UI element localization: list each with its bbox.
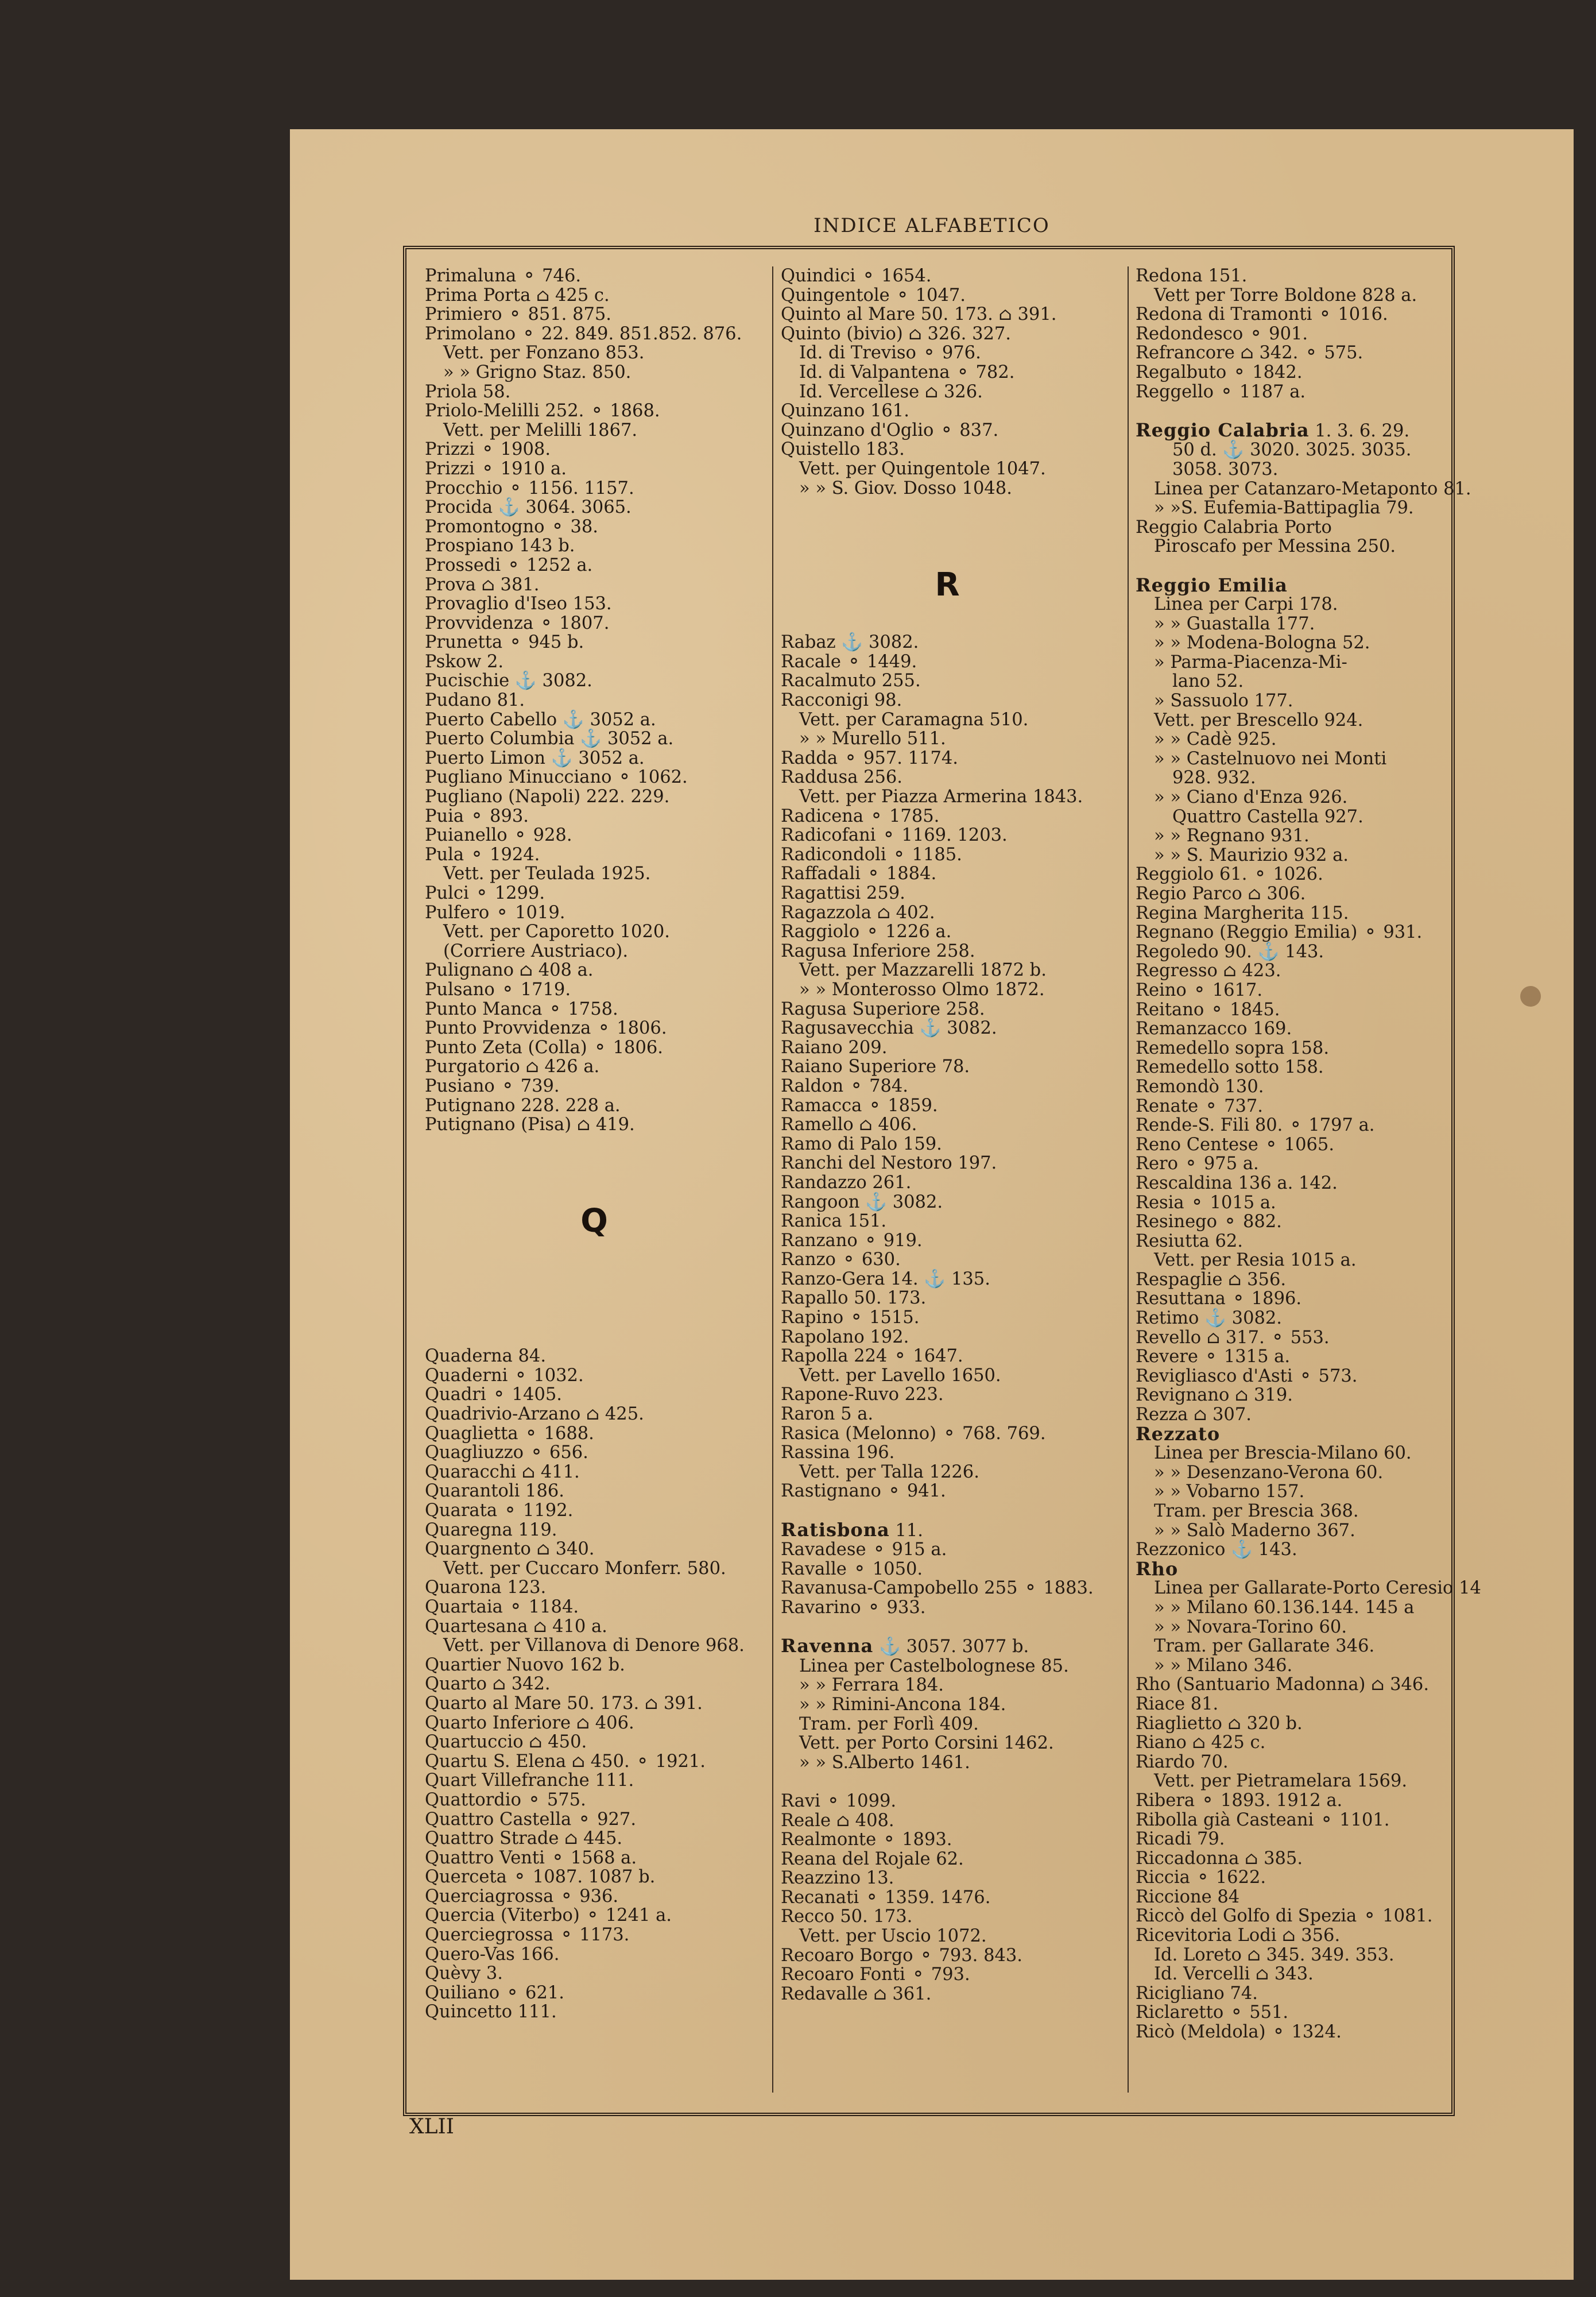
- index-entry: » Sassuolo 177.: [1154, 691, 1293, 711]
- index-entry: Vett. per Porto Corsini 1462.: [799, 1733, 1054, 1754]
- index-entry: Quadri ⚬ 1405.: [425, 1385, 562, 1405]
- index-entry: Randazzo 261.: [781, 1172, 912, 1193]
- index-entry: Tram. per Forlì 409.: [799, 1714, 979, 1734]
- index-entry: Raggiolo ⚬ 1226 a.: [781, 922, 952, 942]
- index-entry: Riccò del Golfo di Spezia ⚬ 1081.: [1136, 1906, 1433, 1927]
- index-entry: Riccadonna ⌂ 385.: [1136, 1848, 1303, 1869]
- index-entry: Puerto Columbia ⚓ 3052 a.: [425, 729, 674, 749]
- index-entry: Raffadali ⚬ 1884.: [781, 864, 937, 884]
- index-entry: Regio Parco ⌂ 306.: [1136, 884, 1306, 904]
- index-entry: Pula ⚬ 1924.: [425, 844, 540, 865]
- index-entry: Quinzano 161.: [781, 401, 909, 421]
- index-entry: Remanzacco 169.: [1136, 1019, 1292, 1039]
- index-entry: Ricevitoria Lodi ⌂ 356.: [1136, 1925, 1341, 1946]
- index-entry: Prossedi ⚬ 1252 a.: [425, 555, 593, 575]
- index-entry: Ravi ⚬ 1099.: [781, 1791, 897, 1811]
- index-entry: » » Desenzano-Verona 60.: [1154, 1462, 1384, 1483]
- index-entry: » » Castelnuovo nei Monti: [1154, 748, 1387, 769]
- index-entry: Realmonte ⚬ 1893.: [781, 1830, 952, 1850]
- index-entry: Remedello sotto 158.: [1136, 1057, 1324, 1078]
- index-entry: Renate ⚬ 737.: [1136, 1096, 1264, 1116]
- index-entry: » » Milano 346.: [1154, 1655, 1293, 1676]
- index-entry: Riace 81.: [1136, 1693, 1219, 1714]
- index-entry: Redona di Tramonti ⚬ 1016.: [1136, 304, 1388, 325]
- index-entry: Prova ⌂ 381.: [425, 574, 540, 595]
- index-entry: Revello ⌂ 317. ⚬ 553.: [1136, 1327, 1330, 1348]
- index-entry: Radicondoli ⚬ 1185.: [781, 844, 962, 865]
- index-entry: Quattro Strade ⌂ 445.: [425, 1828, 623, 1849]
- index-entry: Recoaro Fonti ⚬ 793.: [781, 1965, 970, 1985]
- index-entry: Reana del Rojale 62.: [781, 1849, 964, 1869]
- index-entry: Rapone-Ruvo 223.: [781, 1385, 944, 1405]
- index-entry: Retimo ⚓ 3082.: [1136, 1308, 1282, 1329]
- index-entry: » » S. Giov. Dosso 1048.: [799, 478, 1012, 498]
- index-entry: Resinego ⚬ 882.: [1136, 1212, 1282, 1232]
- index-entry: » »S. Eufemia-Battipaglia 79.: [1154, 498, 1414, 519]
- index-entry: Puerto Limon ⚓ 3052 a.: [425, 748, 645, 768]
- index-entry: Riardo 70.: [1136, 1751, 1229, 1772]
- index-entry: » Parma-Piacenza-Mi-: [1154, 652, 1347, 672]
- index-entry: Raldon ⚬ 784.: [781, 1076, 908, 1096]
- index-entry: Purgatorio ⌂ 426 a.: [425, 1057, 600, 1077]
- index-entry-rezzato: Rezzato: [1136, 1422, 1221, 1445]
- index-entry: Pulignano ⌂ 408 a.: [425, 960, 594, 981]
- index-entry-reggio-emilia: Reggio Emilia: [1136, 574, 1288, 596]
- index-entry: Quarantoli 186.: [425, 1481, 564, 1502]
- index-entry: Linea per Gallarate-Porto Ceresio 14: [1154, 1578, 1481, 1599]
- index-entry: Pulsano ⚬ 1719.: [425, 979, 571, 1000]
- index-entry: Radicena ⚬ 1785.: [781, 806, 940, 826]
- index-entry: Vett. per Teulada 1925.: [443, 864, 651, 884]
- index-entry: Pulci ⚬ 1299.: [425, 883, 545, 903]
- index-entry: Quaglietta ⚬ 1688.: [425, 1423, 594, 1444]
- index-entry: Ricò (Meldola) ⚬ 1324.: [1136, 2022, 1342, 2043]
- index-entry: Puia ⚬ 893.: [425, 806, 529, 826]
- index-entry: Reale ⌂ 408.: [781, 1810, 894, 1831]
- index-entry: Vett. per Resia 1015 a.: [1154, 1250, 1357, 1271]
- index-entry: Id. Vercelli ⌂ 343.: [1154, 1964, 1314, 1985]
- index-entry: Regnano (Reggio Emilia) ⚬ 931.: [1136, 922, 1423, 943]
- index-entry: » » Vobarno 157.: [1154, 1482, 1305, 1502]
- index-entry: Refrancore ⌂ 342. ⚬ 575.: [1136, 343, 1363, 364]
- index-entry: Quistello 183.: [781, 439, 905, 460]
- index-entry: Ramo di Palo 159.: [781, 1134, 942, 1154]
- index-entry: Vett per Torre Boldone 828 a.: [1154, 285, 1417, 306]
- index-entry-rho: Rho: [1136, 1557, 1179, 1580]
- index-entry: Radicofani ⚬ 1169. 1203.: [781, 825, 1008, 846]
- index-entry: Reino ⚬ 1617.: [1136, 980, 1263, 1000]
- index-entry: Prizzi ⚬ 1910 a.: [425, 458, 567, 479]
- index-entry: Quercia (Viterbo) ⚬ 1241 a.: [425, 1905, 672, 1926]
- index-entry: Puianello ⚬ 928.: [425, 825, 572, 846]
- index-entry: Reitano ⚬ 1845.: [1136, 999, 1280, 1020]
- index-entry: Quaracchi ⌂ 411.: [425, 1461, 580, 1482]
- index-entry: Id. di Valpantena ⚬ 782.: [799, 362, 1015, 382]
- index-entry: Quartaia ⚬ 1184.: [425, 1596, 579, 1617]
- index-entry: Raddusa 256.: [781, 767, 902, 788]
- index-entry: Radda ⚬ 957. 1174.: [781, 748, 958, 768]
- index-entry: Primolano ⚬ 22. 849. 851.852. 876.: [425, 323, 742, 344]
- index-entry: Quaregna 119.: [425, 1519, 557, 1540]
- index-entry: Resia ⚬ 1015 a.: [1136, 1192, 1276, 1213]
- page-header: INDICE ALFABETICO: [814, 214, 1050, 237]
- index-entry: Reno Centese ⚬ 1065.: [1136, 1134, 1335, 1155]
- index-entry: Pugliano (Napoli) 222. 229.: [425, 787, 670, 807]
- index-entry: Recoaro Borgo ⚬ 793. 843.: [781, 1945, 1022, 1966]
- index-entry: Procchio ⚬ 1156. 1157.: [425, 478, 634, 498]
- index-entry: 50 d. ⚓ 3020. 3025. 3035.: [1172, 440, 1412, 461]
- index-entry: Procida ⚓ 3064. 3065.: [425, 497, 632, 518]
- index-entry: Ranica 151.: [781, 1211, 887, 1232]
- section-letter-r: R: [935, 566, 960, 604]
- index-entry: Ragusa Inferiore 258.: [781, 941, 975, 961]
- index-entry: Ribera ⚬ 1893. 1912 a.: [1136, 1790, 1343, 1811]
- index-entry: Redona 151.: [1136, 266, 1248, 286]
- index-entry: Ragattisi 259.: [781, 883, 905, 903]
- index-entry: Revignano ⌂ 319.: [1136, 1385, 1293, 1406]
- index-entry: Revere ⚬ 1315 a.: [1136, 1347, 1291, 1367]
- index-entry: Rapino ⚬ 1515.: [781, 1308, 920, 1328]
- index-entry: Ranzo ⚬ 630.: [781, 1250, 901, 1270]
- index-entry: Id. di Treviso ⚬ 976.: [799, 343, 981, 364]
- index-entry: Provvidenza ⚬ 1807.: [425, 613, 610, 633]
- index-entry: Rapolla 224 ⚬ 1647.: [781, 1346, 963, 1367]
- index-entry: Vett. per Mazzarelli 1872 b.: [799, 960, 1047, 981]
- index-entry: Ranchi del Nestoro 197.: [781, 1153, 997, 1174]
- index-entry: Quart Villefranche 111.: [425, 1770, 634, 1791]
- index-entry: Reazzino 13.: [781, 1868, 894, 1889]
- index-entry: » » Cadè 925.: [1154, 729, 1277, 750]
- index-entry: Racconigi 98.: [781, 690, 902, 711]
- paper-stain: [1520, 986, 1541, 1007]
- index-entry: Quaderna 84.: [425, 1346, 547, 1367]
- index-entry: Regalbuto ⚬ 1842.: [1136, 362, 1303, 382]
- index-column-1: [425, 266, 764, 2022]
- index-entry: Vett. per Villanova di Denore 968.: [443, 1635, 745, 1656]
- index-entry: Linea per Brescia-Milano 60.: [1154, 1443, 1412, 1464]
- index-entry: Vett. per Talla 1226.: [799, 1461, 979, 1482]
- index-entry: » » Milano 60.136.144. 145 a: [1154, 1597, 1415, 1618]
- index-entry: Primaluna ⚬ 746.: [425, 266, 582, 286]
- index-entry-ratisbona: Ratisbona 11.: [781, 1518, 923, 1541]
- index-entry: Vett. per Quingentole 1047.: [799, 458, 1046, 479]
- index-entry: Remedello sopra 158.: [1136, 1038, 1330, 1058]
- index-column-3: [1136, 266, 1481, 2043]
- index-entry: Tram. per Brescia 368.: [1154, 1501, 1359, 1521]
- index-entry: Linea per Castelbolognese 85.: [799, 1656, 1069, 1676]
- book-page: [290, 129, 1574, 2280]
- index-entry: Promontogno ⚬ 38.: [425, 516, 598, 537]
- index-entry: Primiero ⚬ 851. 875.: [425, 304, 611, 325]
- index-entry: Riccia ⚬ 1622.: [1136, 1867, 1266, 1888]
- index-entry: » » Murello 511.: [799, 729, 946, 749]
- index-entry: » » Ciano d'Enza 926.: [1154, 787, 1348, 808]
- index-entry: Rero ⚬ 975 a.: [1136, 1154, 1259, 1174]
- index-entry: Rescaldina 136 a. 142.: [1136, 1173, 1338, 1193]
- index-entry: Ramello ⌂ 406.: [781, 1115, 917, 1135]
- index-entry: Recanati ⚬ 1359. 1476.: [781, 1887, 991, 1908]
- index-entry: Rastignano ⚬ 941.: [781, 1481, 946, 1502]
- index-entry: Resuttana ⚬ 1896.: [1136, 1289, 1302, 1309]
- index-entry: Quinto al Mare 50. 173. ⌂ 391.: [781, 304, 1057, 325]
- index-entry: » » Salò Maderno 367.: [1154, 1520, 1355, 1541]
- index-entry: Pudano 81.: [425, 690, 525, 711]
- index-entry: Linea per Catanzaro-Metaponto 81.: [1154, 478, 1471, 499]
- index-entry: Remondò 130.: [1136, 1076, 1264, 1097]
- index-entry: Vett. per Fonzano 853.: [443, 343, 645, 364]
- index-entry: Punto Manca ⚬ 1758.: [425, 999, 618, 1019]
- index-entry: Reggiolo 61. ⚬ 1026.: [1136, 864, 1323, 885]
- index-entry: Rapallo 50. 173.: [781, 1288, 927, 1309]
- index-entry: Quiliano ⚬ 621.: [425, 1982, 564, 2003]
- index-entry: Riaglietto ⌂ 320 b.: [1136, 1713, 1303, 1734]
- index-entry: Piroscafo per Messina 250.: [1154, 536, 1396, 557]
- index-entry: Ricadi 79.: [1136, 1829, 1225, 1850]
- index-entry: Quattro Venti ⚬ 1568 a.: [425, 1847, 637, 1868]
- index-entry-reggio-calabria: Reggio Calabria 1. 3. 6. 29.: [1136, 419, 1410, 441]
- index-entry: Pusiano ⚬ 739.: [425, 1076, 560, 1096]
- index-entry: Redondesco ⚬ 901.: [1136, 323, 1308, 344]
- index-entry: » » Ferrara 184.: [799, 1675, 944, 1696]
- index-entry: Ragusa Superiore 258.: [781, 999, 985, 1019]
- index-entry: Quincetto 111.: [425, 2002, 557, 2023]
- index-entry: Vett. per Pietramelara 1569.: [1154, 1771, 1408, 1792]
- index-entry: Querciagrossa ⚬ 936.: [425, 1886, 619, 1907]
- index-entry: Quattro Castella ⚬ 927.: [425, 1809, 637, 1830]
- index-entry: Id. Loreto ⌂ 345. 349. 353.: [1154, 1944, 1394, 1965]
- index-entry: Quartu S. Elena ⌂ 450. ⚬ 1921.: [425, 1751, 706, 1772]
- index-entry: Prospiano 143 b.: [425, 536, 575, 556]
- index-entry: » » Regnano 931.: [1154, 826, 1310, 846]
- index-entry: [781, 1772, 1114, 1792]
- index-entry: Ribolla già Casteani ⚬ 1101.: [1136, 1809, 1390, 1830]
- index-entry: Quarto Inferiore ⌂ 406.: [425, 1712, 634, 1733]
- index-entry: Redavalle ⌂ 361.: [781, 1983, 932, 2004]
- index-entry: Quartier Nuovo 162 b.: [425, 1654, 625, 1675]
- index-entry: Ravalle ⚬ 1050.: [781, 1559, 923, 1579]
- section-letter-q: Q: [580, 1202, 608, 1240]
- index-entry: Regoledo 90. ⚓ 143.: [1136, 941, 1324, 962]
- index-entry: Priolo-Melilli 252. ⚬ 1868.: [425, 401, 660, 421]
- index-entry: Pskow 2.: [425, 651, 504, 672]
- index-entry: Vett. per Uscio 1072.: [799, 1926, 987, 1947]
- index-entry: Quargnento ⌂ 340.: [425, 1539, 595, 1560]
- index-entry: Respaglie ⌂ 356.: [1136, 1269, 1287, 1290]
- index-entry-ravenna: Ravenna ⚓ 3057. 3077 b.: [781, 1635, 1029, 1657]
- index-entry: » » Novara-Torino 60.: [1154, 1617, 1347, 1637]
- index-entry: 3058. 3073.: [1172, 459, 1279, 479]
- index-entry: (Corriere Austriaco).: [443, 941, 629, 961]
- index-entry: Ragusavecchia ⚓ 3082.: [781, 1018, 997, 1039]
- index-entry: Prima Porta ⌂ 425 c.: [425, 285, 610, 306]
- index-entry: Linea per Carpi 178.: [1154, 594, 1338, 615]
- index-entry: Quèvy 3.: [425, 1963, 503, 1984]
- index-entry: Quartuccio ⌂ 450.: [425, 1732, 587, 1753]
- index-entry: Quarto ⌂ 342.: [425, 1674, 551, 1695]
- index-entry: Quinzano d'Oglio ⚬ 837.: [781, 420, 999, 440]
- index-entry: Tram. per Gallarate 346.: [1154, 1636, 1375, 1657]
- index-entry: Regresso ⌂ 423.: [1136, 961, 1281, 981]
- index-frame: [403, 246, 1481, 2116]
- index-entry: Resiutta 62.: [1136, 1231, 1243, 1251]
- index-entry: Vett. per Brescello 924.: [1154, 710, 1363, 730]
- index-entry: 928. 932.: [1172, 768, 1256, 788]
- index-entry: » » Rimini-Ancona 184.: [799, 1694, 1006, 1715]
- index-entry: » » S. Maurizio 932 a.: [1154, 845, 1349, 865]
- index-entry: Quingentole ⚬ 1047.: [781, 285, 966, 306]
- index-entry: Vett. per Cuccaro Monferr. 580.: [443, 1558, 726, 1579]
- index-entry: Quinto (bivio) ⌂ 326. 327.: [781, 323, 1011, 344]
- index-entry: Rende-S. Fili 80. ⚬ 1797 a.: [1136, 1115, 1375, 1136]
- index-entry: Rassina 196.: [781, 1443, 895, 1463]
- column-divider-1: [772, 266, 773, 2093]
- index-entry: Quindici ⚬ 1654.: [781, 266, 932, 286]
- index-entry: Querceta ⚬ 1087. 1087 b.: [425, 1867, 656, 1888]
- index-entry: Punto Zeta (Colla) ⚬ 1806.: [425, 1037, 663, 1058]
- index-entry: Rho (Santuario Madonna) ⌂ 346.: [1136, 1675, 1430, 1695]
- index-entry: Rapolano 192.: [781, 1327, 909, 1347]
- index-column-2: [781, 266, 1114, 2004]
- index-entry: Ravadese ⚬ 915 a.: [781, 1540, 947, 1560]
- index-entry: Puerto Cabello ⚓ 3052 a.: [425, 709, 656, 730]
- index-entry: Vett. per Melilli 1867.: [443, 420, 638, 440]
- index-entry: Quarata ⚬ 1192.: [425, 1501, 574, 1521]
- index-entry: Provaglio d'Iseo 153.: [425, 594, 612, 614]
- index-entry: Reggello ⚬ 1187 a.: [1136, 381, 1306, 402]
- index-entry: Quagliuzzo ⚬ 656.: [425, 1443, 588, 1463]
- index-entry: Prunetta ⚬ 945 b.: [425, 632, 584, 653]
- index-entry: Rezzonico ⚓ 143.: [1136, 1540, 1297, 1560]
- index-entry: Prizzi ⚬ 1908.: [425, 439, 551, 460]
- index-entry: Riano ⌂ 425 c.: [1136, 1733, 1266, 1753]
- index-entry: Riccione 84: [1136, 1886, 1240, 1907]
- index-entry: Racale ⚬ 1449.: [781, 651, 917, 672]
- index-entry: Quartesana ⌂ 410 a.: [425, 1616, 607, 1637]
- index-entry: » » Grigno Staz. 850.: [443, 362, 632, 382]
- index-entry: Quattro Castella 927.: [1172, 806, 1363, 827]
- index-entry: lano 52.: [1172, 671, 1244, 692]
- index-entry: Pugliano Minucciano ⚬ 1062.: [425, 767, 688, 788]
- index-entry: Riclaretto ⚬ 551.: [1136, 2002, 1289, 2023]
- index-entry: Putignano (Pisa) ⌂ 419.: [425, 1115, 635, 1135]
- index-entry: Rezza ⌂ 307.: [1136, 1405, 1252, 1425]
- index-entry: Putignano 228. 228 a.: [425, 1095, 621, 1116]
- index-entry: » » Monterosso Olmo 1872.: [799, 979, 1045, 1000]
- index-entry: Raiano 209.: [781, 1037, 888, 1058]
- index-entry: Querciegrossa ⚬ 1173.: [425, 1925, 630, 1946]
- index-entry: Vett. per Caramagna 510.: [799, 709, 1029, 730]
- index-entry: Raiano Superiore 78.: [781, 1057, 970, 1077]
- index-entry: Vett. per Piazza Armerina 1843.: [799, 787, 1083, 807]
- index-entry: Quattordio ⚬ 575.: [425, 1789, 586, 1810]
- index-entry: Quero-Vas 166.: [425, 1944, 560, 1965]
- index-entry: Reggio Calabria Porto: [1136, 517, 1332, 537]
- index-entry: Pucischie ⚓ 3082.: [425, 671, 592, 691]
- index-entry: Ravanusa-Campobello 255 ⚬ 1883.: [781, 1578, 1094, 1599]
- index-entry: » » Guastalla 177.: [1154, 613, 1315, 634]
- index-entry: Regina Margherita 115.: [1136, 903, 1349, 923]
- index-entry: Punto Provvidenza ⚬ 1806.: [425, 1018, 667, 1039]
- index-entry: Raron 5 a.: [781, 1404, 874, 1425]
- index-entry: Ragazzola ⌂ 402.: [781, 902, 935, 923]
- index-entry: Quaderni ⚬ 1032.: [425, 1365, 584, 1386]
- index-entry: Quadrivio-Arzano ⌂ 425.: [425, 1404, 644, 1425]
- index-entry: Quarto al Mare 50. 173. ⌂ 391.: [425, 1693, 703, 1714]
- index-entry: Ramacca ⚬ 1859.: [781, 1095, 938, 1116]
- page-number: XLII: [409, 2115, 454, 2139]
- index-entry: Vett. per Caporetto 1020.: [443, 922, 670, 942]
- index-entry: Priola 58.: [425, 381, 511, 402]
- index-entry: » » S.Alberto 1461.: [799, 1752, 970, 1773]
- index-entry: Rasica (Melonno) ⚬ 768. 769.: [781, 1423, 1046, 1444]
- index-entry: Racalmuto 255.: [781, 671, 921, 691]
- index-entry: Ricigliano 74.: [1136, 1983, 1258, 2004]
- index-entry: Recco 50. 173.: [781, 1907, 913, 1927]
- index-entry: Id. Vercellese ⌂ 326.: [799, 381, 983, 402]
- index-entry: Revigliasco d'Asti ⚬ 573.: [1136, 1366, 1358, 1386]
- index-entry: Quarona 123.: [425, 1577, 547, 1598]
- index-entry: Ranzano ⚬ 919.: [781, 1230, 923, 1251]
- index-entry: Rabaz ⚓ 3082.: [781, 632, 919, 653]
- column-divider-2: [1128, 266, 1129, 2093]
- index-entry: Rangoon ⚓ 3082.: [781, 1192, 943, 1212]
- index-entry: Vett. per Lavello 1650.: [799, 1365, 1001, 1386]
- index-entry: Ravarino ⚬ 933.: [781, 1597, 926, 1618]
- index-entry: Pulfero ⚬ 1019.: [425, 902, 565, 923]
- index-entry: Ranzo-Gera 14. ⚓ 135.: [781, 1269, 990, 1289]
- index-entry: » » Modena-Bologna 52.: [1154, 633, 1370, 653]
